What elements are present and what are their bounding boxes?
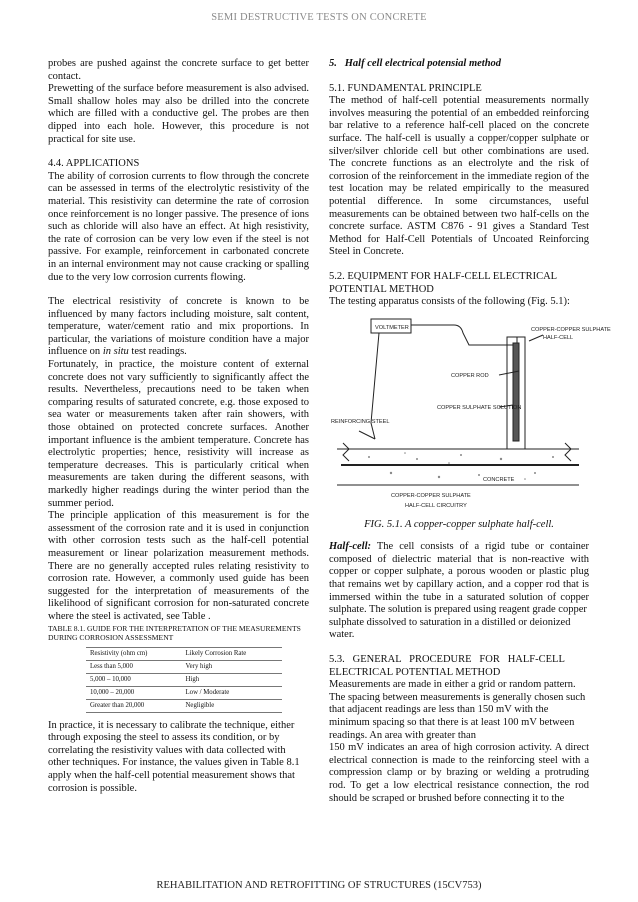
table-row — [86, 686, 282, 699]
section-title-text: Half cell electrical potensial method — [344, 58, 502, 69]
text-segment: The cell consists of a rigid tube or container composed of dielectric material that is non-reactive with copper or copper sulphate, a porous wooden or plastic plug that remains wet by capillary action, and a copper rod that is immersed within the tube in a saturated solution of copper sulphate. The solution is prepared using reagent grade copper — [329, 541, 589, 616]
heading-applications: 4.4. APPLICATIONS — [48, 158, 140, 170]
table-row — [86, 699, 282, 712]
table-cell: Low / Moderate — [182, 686, 282, 699]
heading-equipment: 5.2. EQUIPMENT FOR HALF-CELL ELECTRICAL — [329, 270, 558, 282]
break-mark-left — [343, 443, 349, 461]
table-cell: Less than 5,000 — [86, 660, 182, 673]
text-in-situ: in situ — [102, 346, 129, 358]
table-header-row — [86, 647, 282, 660]
resistivity-table — [86, 647, 282, 713]
table-header-cell: Likely Corrosion Rate — [182, 647, 282, 660]
paragraph-measurements: Measurements are made in either a grid or random pattern. The spacing between measurements is generally chosen such that adjacent readings are less than 150 mV with the minimum spacing so that there is at least 100 mV between readings. An area with greater than — [329, 679, 586, 741]
table-row — [86, 673, 282, 686]
paragraph-prewetting: Prewetting of the surface before measurement is also advised. Small shallow holes may also be drilled into the concrete which are filled with a conductive gel. The probes are then dipped into each hole. However, this procedure is not practical for site use. — [48, 83, 309, 145]
leader-line — [359, 431, 375, 439]
table-cell: Very high — [182, 660, 282, 673]
paragraph-apparatus: The testing apparatus consists of the following (Fig. 5.1): — [329, 296, 570, 308]
paragraph-applications: The ability of corrosion currents to flow through the concrete can be assessed in terms of the electrolytic resistivity of the material. This resistivity can determine the rate of corrosion once reinforcement is no longer passive. The presence of ions such as chloride will also have an effect. At high resistivity, the rate of corrosion can be very low even if the steel is not passive. For example, reinforcement in carbonated concrete in an internal environment may not cause cracking or spalling due to the very low corrosion currents flowing. — [48, 170, 309, 283]
label-solution: COPPER SULPHATE SOLUTION — [437, 404, 522, 411]
label-steel: REINFORCING STEEL — [331, 418, 390, 425]
label-copper-rod: COPPER ROD — [451, 372, 489, 379]
page-footer: REHABILITATION AND RETROFITTING OF STRUCTURES (15CV753) — [156, 880, 482, 891]
running-head: SEMI DESTRUCTIVE TESTS ON CONCRETE — [211, 12, 427, 23]
paragraph-probes: probes are pushed against the concrete surface to get better contact. — [48, 58, 309, 82]
table-cell: Negligible — [182, 699, 282, 712]
paragraph-moisture: Fortunately, in practice, the moisture content of external concrete does not vary sufficiently to significantly affect the results. Nevertheless, precautions need to be taken when comparing results of saturated concrete, e.g. those exposed to sea water or measurements taken after rain showers, with those obtained on protected concrete surfaces. Another important influence is the ambient temperature. Concrete has electrolytic properties; hence, resistivity will increase as temperature decreases. This is particularly critical when measurements are taken during the different seasons, with markedly higher readings during the winter period than the summer period. — [48, 359, 309, 509]
table-cell: 10,000 – 20,000 — [86, 686, 182, 699]
figure-caption: FIG. 5.1. A copper-copper sulphate half-cell. — [364, 518, 554, 530]
term-half-cell: Half-cell: — [329, 541, 371, 553]
paragraph-principle-application: The principle application of this measurement is for the assessment of the corrosion rate and it is used in conjunction with other corrosion tests such as the half-cell potential measurement or linear polarization measurement methods. There are no generally accepted rules relating resistivity to corrosion rate. However, a commonly used guide has been suggested for the interpretation of measurements of the likelihood of significant corrosion for non-saturated concrete where the steel is activated, see Table . — [48, 510, 309, 622]
section-number: 5. — [329, 58, 337, 69]
label-circuitry-2: HALF-CELL CIRCUITRY — [405, 502, 467, 509]
break-mark-right — [565, 443, 571, 461]
left-column — [48, 58, 309, 795]
table-cell: 5,000 – 10,000 — [86, 673, 182, 686]
table-title: TABLE 8.1. GUIDE FOR THE INTERPRETATION OF THE MEASUREMENTS DURING CORROSION ASSESSMENT — [48, 623, 301, 642]
wire-to-cell — [411, 325, 517, 345]
heading-general-procedure-cont: ELECTRICAL POTENTIAL METHOD — [329, 666, 501, 678]
paragraph-resistivity-factors — [48, 296, 309, 359]
table-cell: High — [182, 673, 282, 686]
table-header-cell: Resistivity (ohm cm) — [86, 647, 182, 660]
label-circuitry-1: COPPER-COPPER SULPHATE — [391, 492, 471, 499]
label-concrete: CONCRETE — [483, 476, 515, 483]
paragraph-connection: 150 mV indicates an area of high corrosion activity. A direct electrical connection is made to the reinforcing steel with a compression clamp or by brazing or welding a protruding rod. To get a low electrical resistance connection, the rod should be scraped or brushed before connecting it to the — [329, 742, 589, 804]
paragraph-sulphate: sulphate dissolved to saturation in a distilled or deionized water. — [329, 616, 571, 641]
label-half-cell: HALF-CELL — [543, 334, 574, 341]
heading-equipment-cont: POTENTIAL METHOD — [329, 283, 434, 295]
heading-fundamental-principle: 5.1. FUNDAMENTAL PRINCIPLE — [329, 82, 482, 94]
leader-line — [529, 335, 543, 341]
text-segment: The electrical resistivity of concrete is known to be influenced by many factors including moisture, salt content, temperature, water/cement ratio and mix proportions. In particular, the variations of moisture condition have a major influence on — [48, 296, 309, 358]
half-cell-diagram — [329, 313, 611, 513]
paragraph-half-cell — [329, 541, 589, 617]
paragraph-calibration: In practice, it is necessary to calibrate the technique, either through exposing the steel to assess its condition, or by correlating the resistivity values with data collected with other techniques. For instance, the values given in Table 8.1 apply when the half-cell potential measurement shows that corrosion is possible. — [48, 719, 300, 794]
table-cell: Greater than 20,000 — [86, 699, 182, 712]
heading-general-procedure: 5.3. GENERAL PROCEDURE FOR HALF-CELL — [329, 654, 565, 666]
label-copper-sulphate: COPPER-COPPER SULPHATE — [531, 326, 611, 333]
paragraph-principle: The method of half-cell potential measurements normally involves measuring the potential of an embedded reinforcing bar relative to a reference half-cell placed on the concrete surface. The half-cell is usually a copper/copper sulphate or silver/silver chloride cell but other combinations are used. The concrete functions as an electrolyte and the risk of corrosion of the reinforcement in the immediate region of the test location may be related empirically to the measured potential difference. In some circumstances, useful measurements can be obtained between two half-cells on the concrete surface. ASTM C876 - 91 gives a Standard Test Method for Half-Cell Potentials of Uncoated Reinforcing Steel in Concrete. — [329, 95, 589, 258]
section-5-title — [329, 58, 589, 71]
half-cell-figure — [329, 313, 611, 513]
table-row — [86, 660, 282, 673]
right-column — [329, 58, 611, 805]
copper-rod — [513, 343, 519, 441]
text-segment: test readings. — [128, 346, 187, 358]
label-voltmeter: VOLTMETER — [375, 324, 409, 331]
